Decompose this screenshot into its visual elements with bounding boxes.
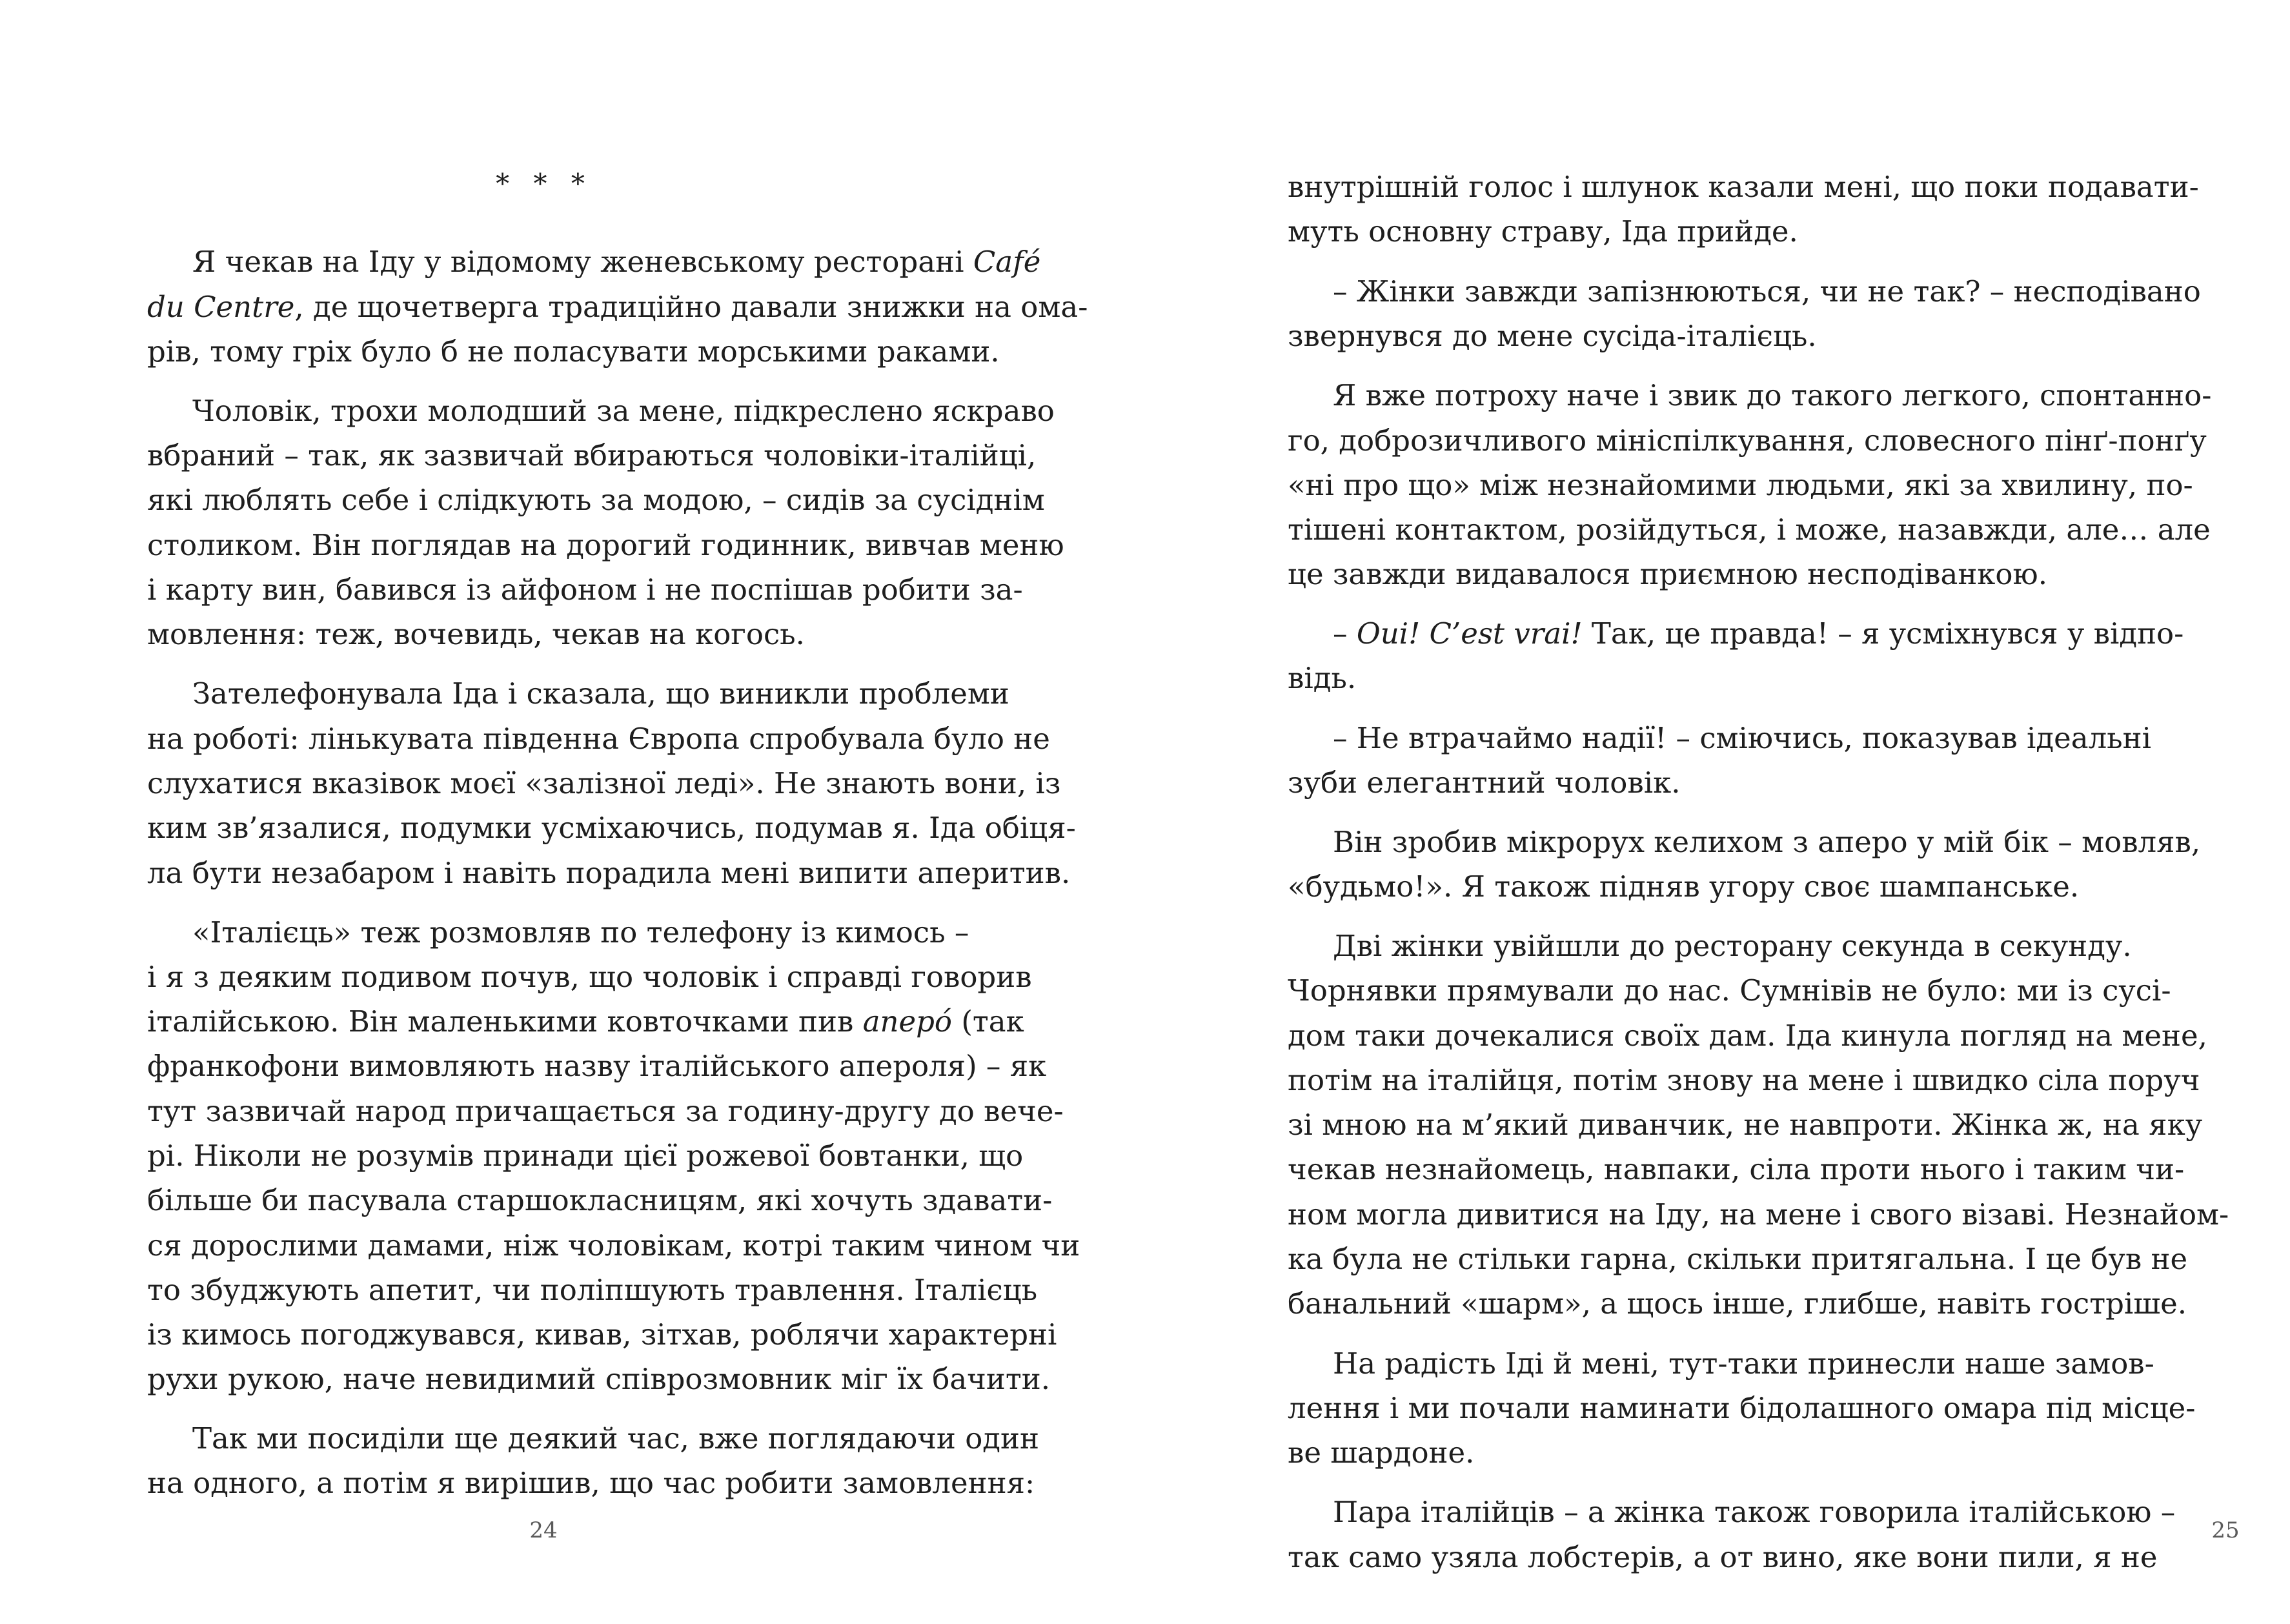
text-line xyxy=(192,239,1041,285)
line-text: Так ми посиділи ще деякий час, вже поглядаючи один xyxy=(192,1421,1039,1456)
text-line xyxy=(1333,820,2201,865)
text-line xyxy=(147,329,1000,374)
line-text: – Жінки завжди запізнюються, чи не так? – несподівано xyxy=(1333,274,2201,309)
line-text: «Італієць» теж розмовляв по телефону із кимось – xyxy=(192,915,969,949)
italic-text: Café xyxy=(973,245,1041,279)
line-text: Дві жінки увійшли до ресторану секунда в секунду. xyxy=(1333,929,2132,963)
line-text: із кимось погоджувався, кивав, зітхав, роблячи характерні xyxy=(147,1317,1057,1352)
text-line xyxy=(1288,507,2211,553)
text-line xyxy=(1288,656,2082,701)
line-text: які люблять себе і слідкують за модою, – сидів за сусіднім xyxy=(147,483,1045,517)
line-text: , де щочетверга традиційно давали знижки на ома- xyxy=(294,290,1088,324)
line-text: слухатися вказівок моєї «залізної леді». Не знають вони, із xyxy=(147,766,1061,800)
text-line xyxy=(1288,1386,2196,1431)
text-line xyxy=(147,1133,1024,1179)
line-text: «ні про що» між незнайомими людьми, які за хвилину, по- xyxy=(1288,468,2193,502)
line-text: рів, тому гріх було б не поласувати морськими раками. xyxy=(147,334,1000,369)
line-text: ном могла дивитися на Іду, на мене і свого візаві. Незнайом- xyxy=(1288,1197,2229,1232)
italic-text: аперó xyxy=(862,1004,953,1039)
line-text: ве шардоне. xyxy=(1288,1436,1475,1470)
line-text: на одного, а потім я вирішив, що час робити замовлення: xyxy=(147,1466,1035,1500)
line-text: банальний «шарм», а щось інше, глибше, навіть гостріше. xyxy=(1288,1286,2187,1321)
text-line xyxy=(147,1089,1064,1134)
text-line xyxy=(1288,1281,2187,1326)
text-line xyxy=(147,1044,1047,1089)
line-text: На радість Іді й мені, тут-таки принесли наше замов- xyxy=(1333,1346,2154,1381)
text-line xyxy=(147,1268,1038,1313)
line-text: Він зробив мікрорух келихом з аперо у мій бік – мовляв, xyxy=(1333,825,2201,859)
line-text: тішені контактом, розійдуться, і може, назавжди, але… але xyxy=(1288,513,2211,547)
line-text: внутрішній голос і шлунок казали мені, що поки подавати- xyxy=(1288,170,2199,204)
line-text: то збуджують апетит, чи поліпшують травлення. Італієць xyxy=(147,1273,1038,1307)
line-text: мовлення: теж, вочевидь, чекав на когось. xyxy=(147,617,805,651)
text-line xyxy=(147,716,1050,762)
text-line xyxy=(147,955,1032,1000)
line-text: (так xyxy=(952,1004,1024,1039)
line-text: Я вже потроху наче і звик до такого легкого, спонтанно- xyxy=(1333,378,2212,412)
text-line xyxy=(1288,1147,2185,1192)
line-text: зі мною на м’який диванчик, не навпроти. Жінка ж, на яку xyxy=(1288,1108,2203,1142)
line-text: відь. xyxy=(1288,661,1357,695)
line-text: «будьмо!». Я також підняв угору своє шампанське. xyxy=(1288,869,2080,904)
text-line xyxy=(1288,1430,2082,1476)
text-line xyxy=(192,910,969,955)
text-line xyxy=(147,761,1061,806)
line-text: потім на італійця, потім знову на мене і швидко сіла поруч xyxy=(1288,1063,2200,1097)
line-text: більше би пасувала старшокласницям, які хочуть здавати- xyxy=(147,1183,1053,1217)
line-text: ким зв’язалися, подумки усміхаючись, подумав я. Іда обіця- xyxy=(147,811,1076,845)
text-line xyxy=(1288,1013,2207,1059)
italic-text: du Centre xyxy=(147,290,295,324)
line-text: рухи рукою, наче невидимий співрозмовник міг їх бачити. xyxy=(147,1362,1051,1396)
line-text: Пара італійців – а жінка також говорила італійською – xyxy=(1333,1495,2176,1529)
line-text: вбраний – так, як зазвичай вбираються чоловіки-італійці, xyxy=(147,438,1037,472)
text-line xyxy=(147,523,1064,568)
text-line xyxy=(192,1416,1039,1461)
text-line xyxy=(147,999,1024,1044)
text-line xyxy=(147,567,1023,613)
text-line xyxy=(1288,968,2171,1013)
line-text: звернувся до мене сусіда-італієць. xyxy=(1288,319,1817,353)
text-line xyxy=(192,671,1009,716)
line-text: столиком. Він поглядав на дорогий годинник, вивчав меню xyxy=(147,528,1064,562)
text-line xyxy=(147,1357,1051,1402)
line-text: ся дорослими дамами, ніж чоловікам, котрі таким чином чи xyxy=(147,1228,1080,1263)
line-text: так само узяла лобстерів, а от вино, яке вони пили, я не xyxy=(1288,1540,2158,1574)
text-line xyxy=(1333,716,2152,761)
line-text: італійською. Він маленькими ковточками пив xyxy=(147,1004,863,1039)
text-line xyxy=(147,285,1088,330)
text-line xyxy=(1333,1341,2154,1386)
text-line xyxy=(1288,165,2199,210)
text-line xyxy=(147,1178,1053,1223)
text-line xyxy=(1288,1192,2229,1237)
text-line xyxy=(147,851,1071,896)
text-line xyxy=(147,433,1037,478)
text-line xyxy=(147,806,1076,851)
text-line xyxy=(1288,552,2082,597)
line-text: Чорнявки прямували до нас. Сумнівів не було: ми із сусі- xyxy=(1288,973,2171,1008)
section-break-ornament: * * * xyxy=(496,168,593,199)
line-text: це завжди видавалося приємною несподіванкою. xyxy=(1288,557,2048,591)
line-text: муть основну страву, Іда прийде. xyxy=(1288,214,1798,249)
line-text: – xyxy=(1333,616,1357,651)
text-line xyxy=(1288,1102,2203,1148)
page-number: 24 xyxy=(529,1517,558,1543)
text-line xyxy=(147,1461,1035,1506)
text-line xyxy=(1288,1237,2188,1282)
line-text: Так, це правда! – я усміхнувся у відпо- xyxy=(1582,616,2184,651)
line-text: Чоловік, трохи молодший за мене, підкреслено яскраво xyxy=(192,394,1055,428)
line-text: на роботі: лінькувата південна Європа спробувала було не xyxy=(147,722,1050,756)
text-line xyxy=(1288,864,2082,909)
line-text: дом таки дочекалися своїх дам. Іда кинула погляд на мене, xyxy=(1288,1019,2207,1053)
line-text: лення і ми почали наминати бідолашного омара під місце- xyxy=(1288,1391,2196,1425)
text-line xyxy=(1288,760,2082,806)
line-text: Я чекав на Іду у відомому женевському ресторані xyxy=(192,245,973,279)
text-line xyxy=(147,478,1045,523)
text-line xyxy=(1288,1058,2200,1103)
line-text: рі. Ніколи не розумів принади цієї рожевої бовтанки, що xyxy=(147,1139,1024,1173)
line-text: франкофони вимовляють назву італійського апероля) – як xyxy=(147,1049,1047,1083)
line-text: і я з деяким подивом почув, що чоловік і справді говорив xyxy=(147,960,1032,994)
text-line xyxy=(1288,418,2207,463)
line-text: – Не втрачаймо надії! – сміючись, показував ідеальні xyxy=(1333,721,2152,755)
text-line xyxy=(1333,373,2212,418)
text-line xyxy=(1333,269,2201,314)
text-line xyxy=(1333,924,2132,969)
line-text: чекав незнайомець, навпаки, сіла проти нього і таким чи- xyxy=(1288,1152,2185,1186)
text-line xyxy=(147,612,941,657)
text-line xyxy=(147,1223,1080,1268)
italic-text: Oui! C’est vrai! xyxy=(1356,616,1583,651)
line-text: Зателефонувала Іда і сказала, що виникли проблеми xyxy=(192,676,1009,711)
line-text: тут зазвичай народ причащається за годину-другу до вече- xyxy=(147,1094,1064,1128)
text-line xyxy=(1288,314,2082,359)
line-text: ка була не стільки гарна, скільки притягальна. І це був не xyxy=(1288,1242,2188,1276)
line-text: і карту вин, бавився із айфоном і не поспішав робити за- xyxy=(147,573,1023,607)
page-number: 25 xyxy=(2211,1517,2240,1543)
text-line xyxy=(1288,463,2193,508)
left-page xyxy=(0,0,1106,1624)
text-line xyxy=(147,1312,1057,1357)
text-line xyxy=(1333,1490,2176,1535)
text-line xyxy=(1288,209,2082,254)
text-line xyxy=(1288,1535,2158,1580)
text-line xyxy=(192,389,1055,434)
line-text: зуби елегантний чоловік. xyxy=(1288,766,1681,800)
line-text: ла бути незабаром і навіть порадила мені випити аперитив. xyxy=(147,856,1071,890)
line-text: го, доброзичливого мініспілкування, словесного пінґ-понґу xyxy=(1288,423,2207,458)
text-line xyxy=(1333,611,2184,656)
right-page xyxy=(1106,0,2240,1624)
